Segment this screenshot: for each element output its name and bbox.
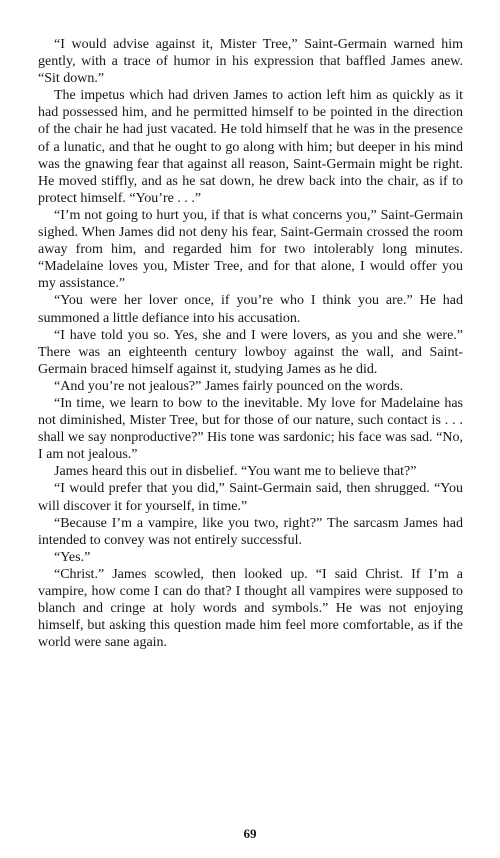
paragraph: “I’m not going to hurt you, if that is what concerns you,” Saint-Germain sighed. When James did not deny his fear, Saint-Germain crossed the room away from him, and regarded him for two intolerably long minutes. “Madelaine loves you, Mister Tree, and for that alone, I would offer you my assistance.” (38, 207, 463, 292)
paragraph: “Because I’m a vampire, like you two, right?” The sarcasm James had intended to convey was not entirely successful. (38, 515, 463, 548)
paragraph: The impetus which had driven James to action left him as quickly as it had possessed him, and he permitted himself to be pointed in the direction of the chair he had just vacated. He told himself that he was in the presence of a lunatic, and that he ought to go along with him; but deeper in his mind was the gnawing fear that against all reason, Saint-Germain might be right. He moved stiffly, and as he sat down, he drew back into the chair, as if to protect himself. “You’re . . .” (38, 88, 463, 206)
paragraph: “Yes.” (54, 549, 91, 565)
paragraph: “In time, we learn to bow to the inevitable. My love for Madelaine has not diminished, Mister Tree, but for those of our nature, such contact is . . . shall we say nonproductive?” His tone was sardonic; his face was sad. “No, I am not jealous.” (38, 395, 463, 463)
paragraph: “I would advise against it, Mister Tree,” Saint-Germain warned him gently, with a trace of humor in his expression that baffled James anew. “Sit down.” (38, 37, 463, 87)
paragraph: “Christ.” James scowled, then looked up. “I said Christ. If I’m a vampire, how come I can do that? I thought all vampires were supposed to blanch and cringe at holy words and symbols.” He was not enjoying himself, but asking this question made him feel more comfortable, as if the world were sane again. (38, 566, 463, 651)
page-number: 69 (243, 826, 257, 841)
paragraph: James heard this out in disbelief. “You want me to believe that?” (54, 464, 417, 480)
paragraph: “I have told you so. Yes, she and I were lovers, as you and she were.” There was an eighteenth century lowboy against the wall, and Saint-Germain braced himself against it, studying James as he did. (38, 327, 463, 377)
paragraph: “You were her lover once, if you’re who I think you are.” He had summoned a little defiance into his accusation. (38, 293, 463, 326)
paragraph: “And you’re not jealous?” James fairly pounced on the words. (54, 378, 404, 394)
book-page-text (38, 36, 463, 651)
paragraph: “I would prefer that you did,” Saint-Germain said, then shrugged. “You will discover it for yourself, in time.” (38, 481, 463, 514)
